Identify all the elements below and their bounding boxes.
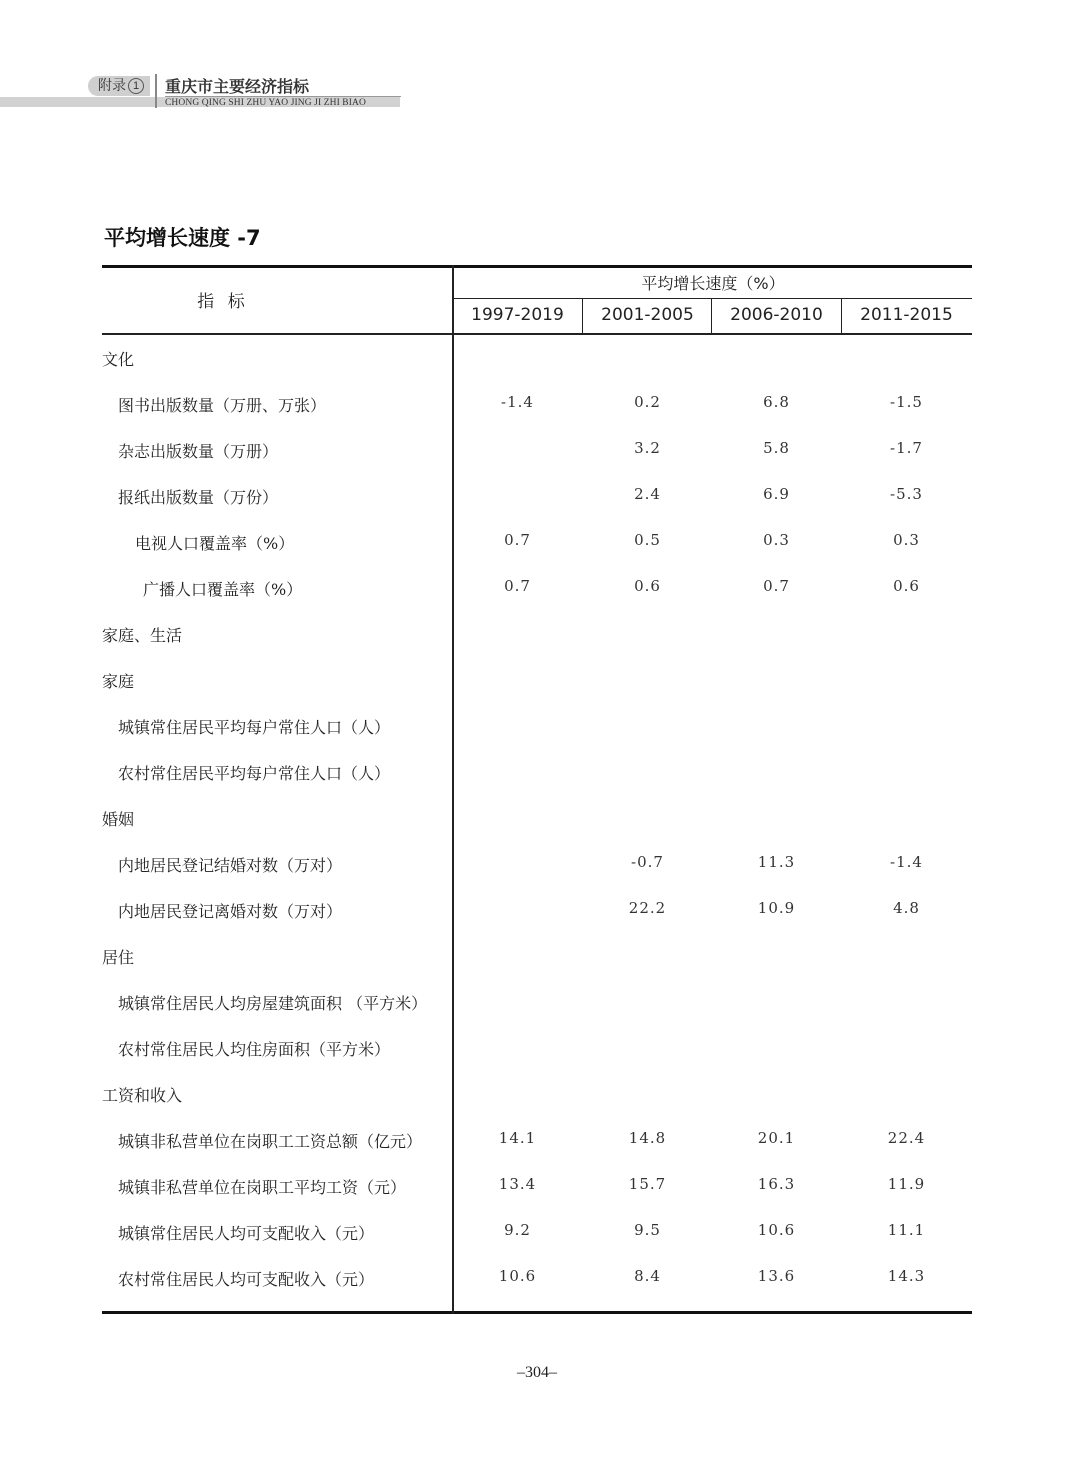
- section-pinyin: CHONG QING SHI ZHU YAO JING JI ZHI BIAO: [165, 98, 366, 108]
- value-cell: 0.6: [893, 577, 920, 595]
- page-number: –304–: [517, 1364, 557, 1381]
- value-cell: 14.3: [887, 1267, 926, 1285]
- row-label: 家庭、生活: [102, 626, 183, 645]
- table-row: [102, 899, 972, 945]
- value-cell: 10.6: [498, 1267, 537, 1285]
- table-row: [102, 853, 972, 899]
- value-cell: 4.8: [893, 899, 920, 917]
- value-cell: -1.5: [890, 393, 923, 411]
- value-cell: 10.9: [757, 899, 796, 917]
- table-row: [102, 1221, 972, 1267]
- table-row: [102, 1083, 972, 1129]
- table-row: [102, 393, 972, 439]
- value-cell: 0.6: [634, 577, 661, 595]
- value-cell: -1.4: [501, 393, 534, 411]
- section-title: 重庆市主要经济指标: [165, 77, 310, 96]
- table-row: [102, 1037, 972, 1083]
- header-rule: [165, 96, 401, 97]
- value-cell: 0.3: [893, 531, 920, 549]
- value-cell: 11.9: [887, 1175, 926, 1193]
- value-cell: 11.1: [887, 1221, 926, 1239]
- table-row: [102, 715, 972, 761]
- header-separator: [155, 74, 157, 108]
- row-label: 杂志出版数量（万册）: [118, 442, 279, 461]
- row-label: 居住: [102, 948, 135, 967]
- value-cell: -0.7: [631, 853, 664, 871]
- growth-rate-header: 平均增长速度（%）: [641, 274, 785, 293]
- value-cell: 0.3: [763, 531, 790, 549]
- data-table: [102, 265, 972, 1315]
- table-row: [102, 1129, 972, 1175]
- row-label: 城镇非私营单位在岗职工平均工资（元）: [118, 1178, 407, 1197]
- appendix-tab: [88, 76, 150, 96]
- value-cell: 9.5: [634, 1221, 661, 1239]
- value-cell: -1.4: [890, 853, 923, 871]
- page-title: 平均增长速度 -7: [104, 226, 261, 250]
- row-label: 广播人口覆盖率（%）: [143, 580, 303, 599]
- table-row: [102, 807, 972, 853]
- table-row: [102, 945, 972, 991]
- table-row: [102, 1267, 972, 1313]
- row-label: 农村常住居民平均每户常住人口（人）: [118, 764, 391, 783]
- value-cell: 0.7: [504, 577, 531, 595]
- table-row: [102, 439, 972, 485]
- appendix-number: 1: [128, 78, 144, 94]
- row-label: 报纸出版数量（万份）: [118, 488, 279, 507]
- value-cell: -5.3: [890, 485, 923, 503]
- value-cell: 15.7: [628, 1175, 667, 1193]
- value-cell: 10.6: [757, 1221, 796, 1239]
- value-cell: 0.5: [634, 531, 661, 549]
- value-cell: 2.4: [634, 485, 661, 503]
- table-row: [102, 623, 972, 669]
- value-cell: 13.6: [757, 1267, 796, 1285]
- table-row: [102, 485, 972, 531]
- value-cell: 5.8: [763, 439, 790, 457]
- value-cell: 9.2: [504, 1221, 531, 1239]
- row-label: 城镇常住居民人均可支配收入（元）: [118, 1224, 375, 1243]
- table-row: [102, 991, 972, 1037]
- value-cell: 0.2: [634, 393, 661, 411]
- table-row: [102, 347, 972, 393]
- value-cell: 22.4: [887, 1129, 926, 1147]
- indicator-header: 指 标: [197, 292, 249, 312]
- value-cell: 22.2: [628, 899, 667, 917]
- table-row: [102, 577, 972, 623]
- table-top-rule: [102, 265, 972, 268]
- period-header: 1997-2019: [471, 305, 564, 325]
- row-label: 家庭: [102, 672, 135, 691]
- table-row: [102, 669, 972, 715]
- row-label: 婚姻: [102, 810, 135, 829]
- value-cell: 16.3: [757, 1175, 796, 1193]
- row-label: 城镇非私营单位在岗职工工资总额（亿元）: [118, 1132, 423, 1151]
- table-row: [102, 1175, 972, 1221]
- value-cell: 14.8: [628, 1129, 667, 1147]
- value-cell: 0.7: [504, 531, 531, 549]
- value-cell: 8.4: [634, 1267, 661, 1285]
- row-label: 文化: [102, 350, 135, 369]
- period-header: 2011-2015: [860, 305, 953, 325]
- value-cell: 0.7: [763, 577, 790, 595]
- period-header: 2001-2005: [601, 305, 694, 325]
- period-header: 2006-2010: [730, 305, 823, 325]
- value-cell: 14.1: [498, 1129, 537, 1147]
- row-label: 内地居民登记离婚对数（万对）: [118, 902, 343, 921]
- value-cell: -1.7: [890, 439, 923, 457]
- appendix-label: 附录: [98, 78, 126, 94]
- table-row: [102, 531, 972, 577]
- row-label: 电视人口覆盖率（%）: [135, 534, 295, 553]
- row-label: 农村常住居民人均可支配收入（元）: [118, 1270, 375, 1289]
- row-label: 城镇常住居民平均每户常住人口（人）: [118, 718, 391, 737]
- table-row: [102, 761, 972, 807]
- value-cell: 13.4: [498, 1175, 537, 1193]
- value-cell: 20.1: [757, 1129, 796, 1147]
- row-label: 图书出版数量（万册、万张）: [118, 396, 327, 415]
- value-cell: 6.8: [763, 393, 790, 411]
- row-label: 工资和收入: [102, 1086, 183, 1105]
- value-cell: 11.3: [757, 853, 796, 871]
- row-label: 农村常住居民人均住房面积（平方米）: [118, 1040, 391, 1059]
- row-label: 城镇常住居民人均房屋建筑面积 （平方米）: [118, 994, 428, 1013]
- header-middle-rule: [452, 298, 972, 299]
- value-cell: 3.2: [634, 439, 661, 457]
- row-label: 内地居民登记结婚对数（万对）: [118, 856, 343, 875]
- value-cell: 6.9: [763, 485, 790, 503]
